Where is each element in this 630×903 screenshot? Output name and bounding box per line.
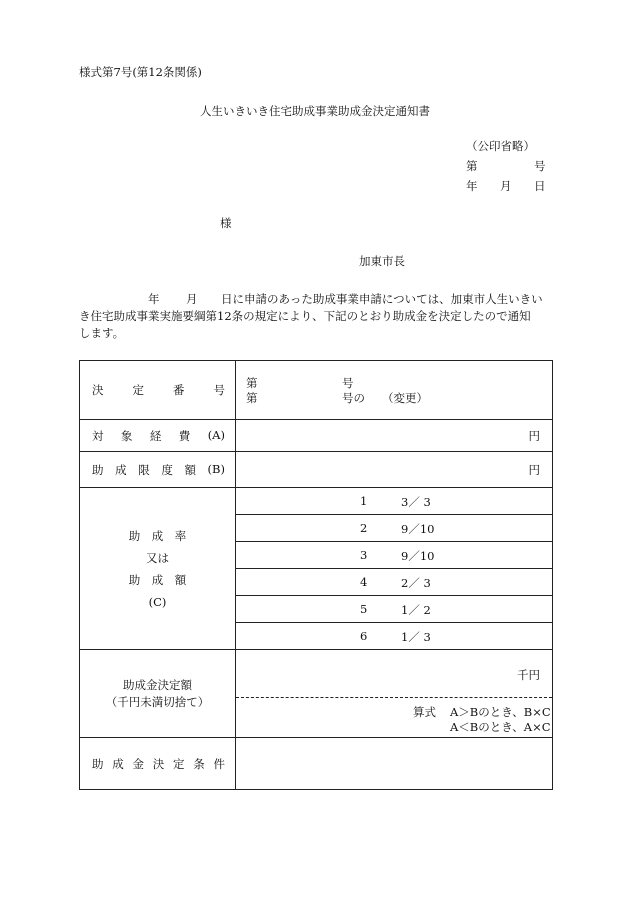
seal-omitted-note: （公印省略） [466,139,535,153]
body-year: 年 [148,292,160,306]
doc-number-go: 号 [534,159,546,173]
dashed-divider [236,697,552,698]
body-line2: き住宅助成事業実施要綱第12条の規定により、下記のとおり助成金を決定したので通知 [79,309,531,323]
label-rate: 助 成 率 又は 助 成 額 (C) [80,488,236,650]
row-conditions [80,738,553,790]
field-decision-number[interactable]: 第 号 第 号の （変更） [236,361,553,420]
body-month: 月 [186,292,198,306]
rate-option[interactable]: 4 2／ 3 [236,569,553,596]
decision-table [79,360,553,790]
body-line1: 日に申請のあった助成事業申請については、加東市人生いきい [221,292,543,306]
body-line3: します。 [79,326,125,340]
field-conditions[interactable] [236,738,553,790]
rate-option[interactable]: 6 1／ 3 [236,623,553,650]
doc-number-dai: 第 [466,159,478,173]
rate-row-1 [80,488,553,515]
label-decided-amount: 助成金決定額 （千円未満切捨て） [80,650,236,738]
rate-option[interactable]: 3 9／10 [236,542,553,569]
sender-name: 加東市長 [359,254,405,268]
label-limit-amount: 助 成 限 度 額 (B) [80,452,236,488]
date-day: 日 [534,179,546,193]
document-title: 人生いきいき住宅助成事業助成金決定通知書 [200,104,430,118]
field-target-cost[interactable]: 円 [236,420,553,452]
label-target-cost: 対 象 経 費 (A) [80,420,236,452]
label-decision-number: 決 定 番 号 [80,361,236,420]
row-target-cost [80,420,553,452]
field-decided-amount[interactable]: 千円 算式 A＞Bのとき、B×C A＜Bのとき、A×C [236,650,553,738]
field-limit-amount[interactable]: 円 [236,452,553,488]
row-decision-number [80,361,553,420]
rate-option[interactable]: 5 1／ 2 [236,596,553,623]
row-decided-amount [80,650,553,738]
form-number: 様式第7号(第12条関係) [79,65,202,79]
date-month: 月 [500,179,512,193]
label-conditions: 助 成 金 決 定 条 件 [80,738,236,790]
date-year: 年 [466,179,478,193]
rate-option[interactable]: 1 3／ 3 [236,488,553,515]
addressee-honorific: 様 [220,216,232,230]
row-limit-amount [80,452,553,488]
rate-option[interactable]: 2 9／10 [236,515,553,542]
